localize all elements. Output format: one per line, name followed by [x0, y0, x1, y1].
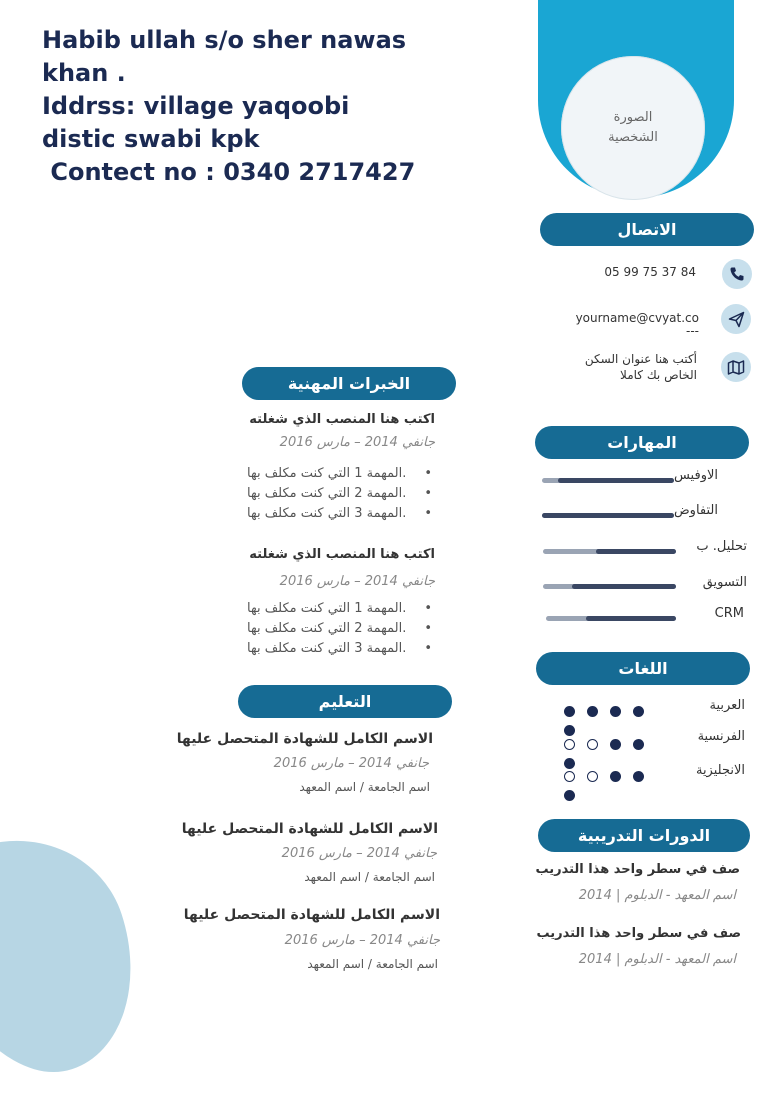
contact-email[interactable] [479, 310, 699, 336]
experience-section-title [242, 367, 456, 400]
language-dot-filled [610, 771, 621, 782]
contact-section-title [540, 213, 754, 246]
skill-bar [542, 478, 674, 483]
language-dot-empty [564, 739, 575, 750]
course-title: صف في سطر واحد هذا التدريب [535, 862, 740, 877]
course-subtitle: 2014 | اسم المعهد - الدبلوم [578, 888, 736, 903]
map-icon [721, 352, 751, 382]
language-dot-filled [610, 706, 621, 717]
job-title: اكتب هنا المنصب الذي شغلته [249, 412, 435, 427]
header-info [42, 24, 502, 189]
skills-section-title [535, 426, 749, 459]
education-degree: الاسم الكامل للشهادة المتحصل عليها [176, 731, 433, 747]
language-dot-filled [633, 739, 644, 750]
skills-title-text: المهارات [607, 433, 677, 452]
photo-label-line1: الصورة [613, 110, 653, 125]
skill-bar [546, 616, 676, 621]
job-title: اكتب هنا المنصب الذي شغلته [249, 547, 435, 562]
job-date: جانفي 2014 – مارس 2016 [279, 574, 435, 589]
languages-section-title [536, 652, 750, 685]
language-dot-empty [587, 739, 598, 750]
job-task: المهمة 1 التي كنت مكلف بها. • [132, 464, 432, 484]
job-tasks [132, 599, 432, 659]
email-line2: --- [686, 324, 699, 338]
education-school: اسم الجامعة / اسم المعهد [304, 870, 435, 884]
email-line1: yourname@cvyat.co [575, 311, 699, 325]
language-dot-filled [633, 771, 644, 782]
header-line: Habib ullah s/o sher nawas [42, 26, 407, 54]
skill-bar-fill [586, 616, 676, 621]
skill-bar-fill [596, 549, 676, 554]
skill-bar [543, 584, 676, 589]
languages-title-text: اللغات [618, 659, 668, 678]
skill-label: التفاوض [673, 503, 718, 518]
education-date: جانفي 2014 – مارس 2016 [273, 756, 429, 771]
language-dot-filled [610, 739, 621, 750]
skill-bar-fill [572, 584, 676, 589]
contact-title-text: الاتصال [617, 220, 677, 239]
education-date: جانفي 2014 – مارس 2016 [281, 846, 437, 861]
job-task: المهمة 1 التي كنت مكلف بها. • [132, 599, 432, 619]
education-title-text: التعليم [318, 692, 372, 711]
skill-bar-fill [558, 478, 674, 483]
course-title: صف في سطر واحد هذا التدريب [536, 926, 741, 941]
phone-icon [722, 259, 752, 289]
skill-label: التسويق [702, 575, 747, 590]
language-label: العربية [709, 698, 745, 713]
job-tasks [132, 464, 432, 524]
language-dot-filled [633, 706, 644, 717]
skill-bar [542, 513, 674, 518]
header-line: Contect no : 0340 2717427 [42, 158, 416, 186]
education-degree: الاسم الكامل للشهادة المتحصل عليها [183, 907, 440, 923]
skill-bar [543, 549, 676, 554]
language-label: الفرنسية [697, 729, 745, 744]
experience-title-text: الخبرات المهنية [287, 374, 411, 393]
language-dot-filled [587, 706, 598, 717]
photo-label-line2: الشخصية [608, 130, 658, 145]
job-task: المهمة 3 التي كنت مكلف بها. • [132, 504, 432, 524]
job-task: المهمة 2 التي كنت مكلف بها. • [132, 619, 432, 639]
education-date: جانفي 2014 – مارس 2016 [284, 933, 440, 948]
language-dot-empty [587, 771, 598, 782]
address-line1: أكتب هنا عنوان السكن [584, 352, 697, 366]
education-school: اسم الجامعة / اسم المعهد [307, 957, 438, 971]
language-dot-filled [564, 706, 575, 717]
skill-label: تحليل. ب [696, 539, 747, 554]
language-dot-filled [564, 790, 575, 801]
skill-label: الاوفيس [673, 468, 718, 483]
job-task: المهمة 2 التي كنت مكلف بها. • [132, 484, 432, 504]
courses-section-title [538, 819, 750, 852]
courses-title-text: الدورات التدريبية [577, 826, 711, 845]
language-label: الانجليزية [695, 763, 745, 778]
education-degree: الاسم الكامل للشهادة المتحصل عليها [181, 821, 438, 837]
job-task: المهمة 3 التي كنت مكلف بها. • [132, 639, 432, 659]
skill-label: CRM [714, 606, 744, 621]
header-line: Iddrss: village yaqoobi [42, 92, 350, 120]
paper-plane-icon [721, 304, 751, 334]
header-line: khan . [42, 59, 126, 87]
contact-phone: 05 99 75 37 84 [604, 265, 696, 279]
header-line: distic swabi kpk [42, 125, 260, 153]
profile-photo-placeholder[interactable] [561, 56, 705, 200]
address-line2: الخاص بك كاملا [620, 368, 697, 382]
course-subtitle: 2014 | اسم المعهد - الدبلوم [578, 952, 736, 967]
skill-bar-fill [542, 513, 674, 518]
language-dot-empty [564, 771, 575, 782]
job-date: جانفي 2014 – مارس 2016 [279, 435, 435, 450]
contact-address [477, 351, 697, 383]
education-school: اسم الجامعة / اسم المعهد [299, 780, 430, 794]
language-level-dots [564, 767, 674, 805]
education-section-title [238, 685, 452, 718]
